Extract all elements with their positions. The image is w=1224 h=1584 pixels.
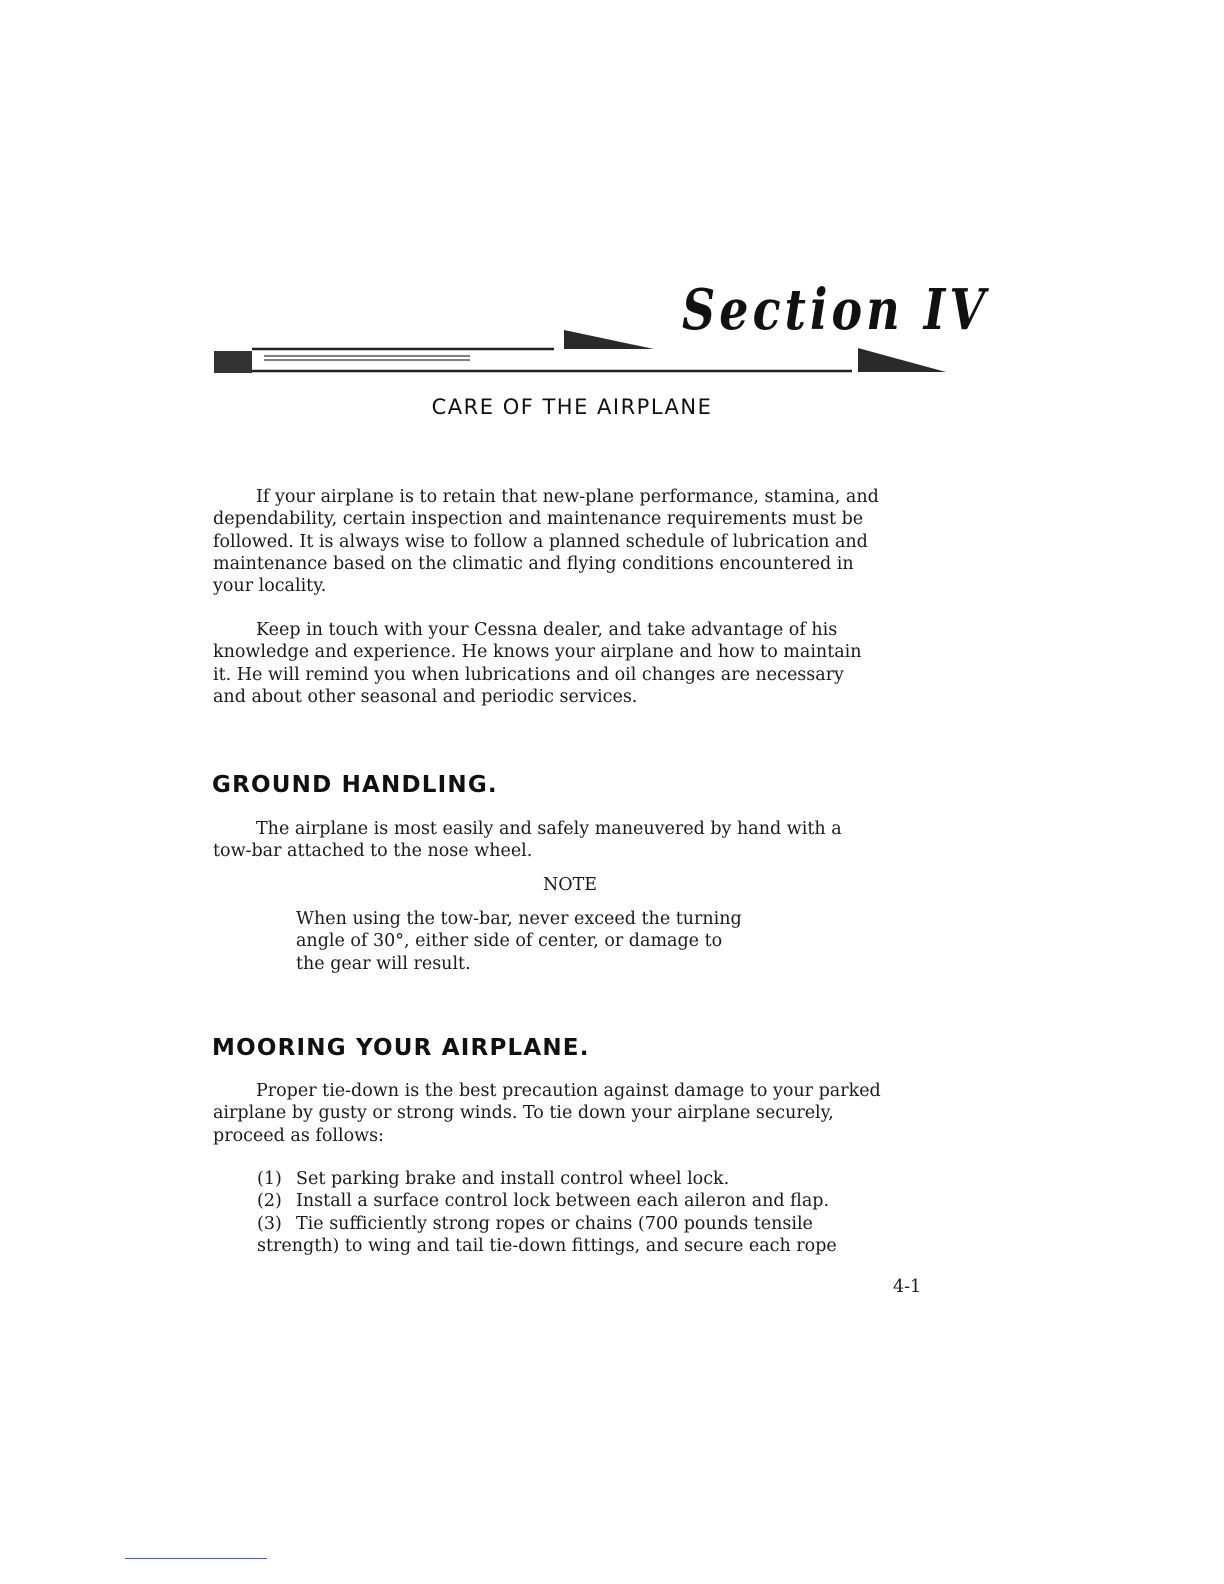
section-rule-graphic [212,328,948,378]
text-line: dependability, certain inspection and maintenance requirements must be [213,509,864,530]
step-number: (3) [257,1213,282,1234]
step-number: (1) [257,1169,282,1189]
section-title: Section IV [682,277,990,343]
rule-arrow-lower [858,348,946,372]
page-number: 4-1 [893,1277,922,1297]
mooring-heading: MOORING YOUR AIRPLANE. [212,1035,590,1061]
list-item [257,1168,837,1190]
text-line: and about other seasonal and periodic services. [213,686,638,707]
rule-block [214,351,252,373]
list-item [257,1213,837,1235]
text-line: angle of 30°, either side of center, or damage to [296,931,723,952]
text-line: the gear will result. [296,953,471,974]
step-number: (2) [257,1191,282,1212]
step-text: Set parking brake and install control wheel lock. [296,1169,730,1189]
text-line: airplane by gusty or strong winds. To tie down your airplane securely, [213,1103,834,1124]
text-line: knowledge and experience. He knows your airplane and how to maintain [213,642,862,663]
list-item [257,1190,837,1212]
text-line: it. He will remind you when lubrications and oil changes are necessary [213,664,844,685]
text-line: proceed as follows: [213,1125,384,1146]
rule-arrow-upper [564,330,654,349]
ground-handling-heading: GROUND HANDLING. [212,772,498,798]
mooring-steps [257,1168,837,1257]
step-text: Tie sufficiently strong ropes or chains (700 pounds tensile [296,1213,813,1234]
text-line: If your airplane is to retain that new-plane performance, stamina, and [256,487,879,507]
intro-paragraph-1 [213,486,953,597]
text-line: When using the tow-bar, never exceed the turning [296,909,742,929]
intro-paragraph-2 [213,619,953,708]
text-line: maintenance based on the climatic and flying conditions encountered in [213,553,854,574]
note-body [296,908,742,975]
step-continuation: strength) to wing and tail tie-down fittings, and secure each rope [257,1235,837,1256]
mooring-paragraph [213,1080,953,1147]
text-line: Proper tie-down is the best precaution against damage to your parked [256,1081,881,1101]
text-line: your locality. [213,576,327,597]
text-line: The airplane is most easily and safely maneuvered by hand with a [256,819,842,839]
footer-rule [125,1558,267,1559]
text-line: followed. It is always wise to follow a planned schedule of lubrication and [213,531,868,552]
ground-handling-paragraph [213,818,953,863]
text-line: tow-bar attached to the nose wheel. [213,841,533,862]
text-line: Keep in touch with your Cessna dealer, and take advantage of his [256,620,838,640]
note-label: NOTE [542,875,598,895]
chapter-title: CARE OF THE AIRPLANE [431,395,713,419]
step-text: Install a surface control lock between each aileron and flap. [296,1191,830,1212]
